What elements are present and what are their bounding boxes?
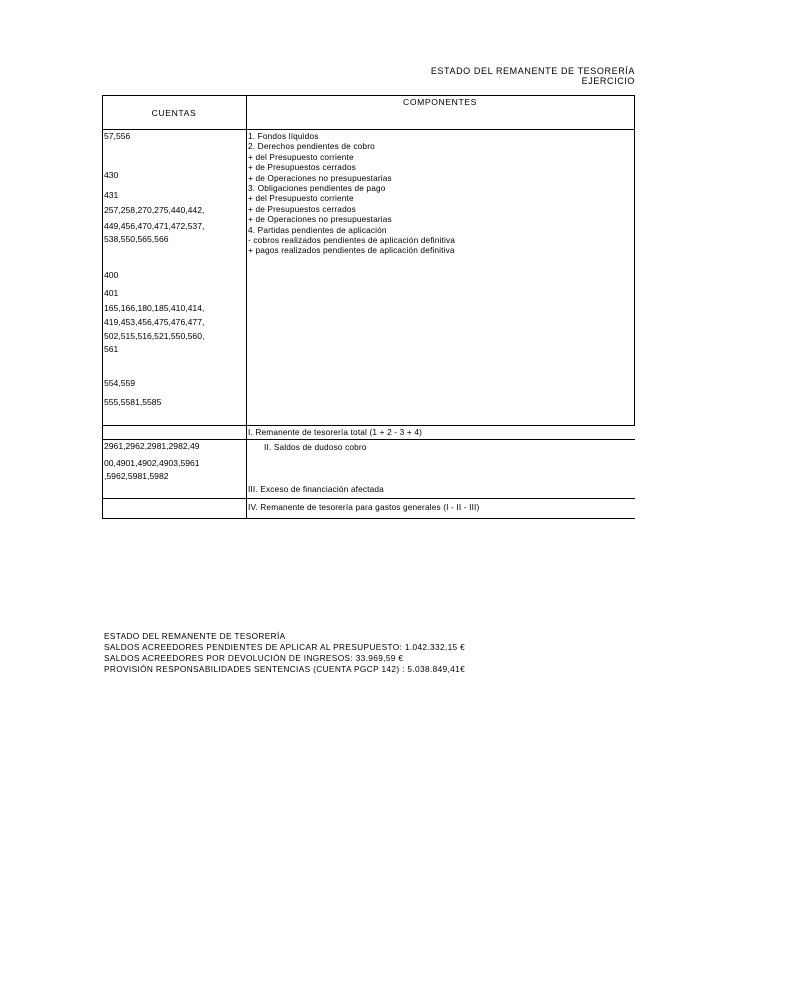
component-line: 1. Fondos líquidos — [248, 131, 319, 141]
component-line: 3. Obligaciones pendientes de pago — [248, 183, 386, 194]
account-cell: 165,166,180,185,410,414, — [104, 303, 205, 313]
component-line: + del Presupuesto corriente — [248, 151, 354, 162]
account-cell: 419,453,456,475,476,477, — [104, 317, 205, 327]
account-cell: 502,515,516,521,550,560, — [104, 331, 205, 341]
account-cell: 561 — [104, 344, 119, 354]
report-header — [430, 60, 635, 90]
footer-line: PROVISIÓN RESPONSABILIDADES SENTENCIAS (CUENTA PGCP 142) : 5.038.849,41€ — [104, 664, 466, 674]
account-cell: 554,559 — [104, 378, 136, 388]
account-cell: 00,4901,4902,4903,5961 — [104, 458, 200, 468]
column-header-cuentas: CUENTAS — [151, 108, 197, 118]
component-line: + de Presupuestos cerrados — [248, 203, 356, 214]
table-border-left — [102, 95, 103, 519]
components-list — [248, 131, 455, 256]
component-line: + pagos realizados pendientes de aplicación definitiva — [248, 245, 455, 256]
footer-line: SALDOS ACREEDORES PENDIENTES DE APLICAR AL PRESUPUESTO: 1.042.332,15 € — [104, 642, 466, 652]
component-line: + de Operaciones no presupuestarias — [248, 172, 392, 183]
row-divider — [102, 498, 635, 499]
row-divider — [102, 425, 635, 426]
account-cell: 430 — [104, 170, 119, 180]
component-line: + de Operaciones no presupuestarias — [248, 214, 392, 225]
account-cell: 431 — [104, 190, 119, 200]
account-cell: 400 — [104, 270, 119, 280]
component-line: - cobros realizados pendientes de aplicación definitiva — [248, 235, 456, 246]
report-title: ESTADO DEL REMANENTE DE TESORERÍA — [430, 66, 635, 76]
account-cell: 555,5581,5585 — [104, 397, 162, 407]
footer-line: SALDOS ACREEDORES POR DEVOLUCIÓN DE INGRESOS: 33.969,59 € — [104, 653, 404, 663]
row-remanente-total: I. Remanente de tesorería total (1 + 2 - 3 + 4) — [248, 427, 423, 437]
component-line: + del Presupuesto corriente — [248, 193, 354, 204]
report-subtitle: EJERCICIO — [581, 76, 635, 86]
account-cell: 257,258,270,275,440,442, — [104, 205, 205, 215]
row-saldos-dudoso-cobro: II. Saldos de dudoso cobro — [264, 442, 367, 452]
component-line: + de Presupuestos cerrados — [248, 162, 356, 173]
component-line: 4. Partidas pendientes de aplicación — [248, 224, 387, 235]
column-divider — [246, 95, 247, 519]
row-exceso-financiacion: III. Exceso de financiación afectada — [248, 484, 384, 494]
account-cell: ,5962,5981,5982 — [104, 471, 169, 481]
row-remanente-gastos-generales: IV. Remanente de tesorería para gastos generales (I - II - III) — [248, 502, 480, 512]
account-cell: 449,456,470,471,472,537, — [104, 221, 205, 231]
footer-line: ESTADO DEL REMANENTE DE TESORERÍA — [104, 631, 286, 641]
header-divider — [102, 129, 635, 130]
table-border-bottom — [102, 518, 635, 519]
account-cell: 57,556 — [104, 131, 131, 141]
account-cell: 401 — [104, 288, 119, 298]
footer-notes — [104, 631, 465, 675]
component-line: 2. Derechos pendientes de cobro — [248, 141, 375, 152]
account-cell: 538,550,565,566 — [104, 234, 169, 244]
column-header-componentes: COMPONENTES — [403, 97, 477, 107]
account-cell: 2961,2962,2981,2982,49 — [104, 441, 200, 451]
table-border-top — [102, 95, 635, 96]
table-border-right — [634, 95, 635, 425]
